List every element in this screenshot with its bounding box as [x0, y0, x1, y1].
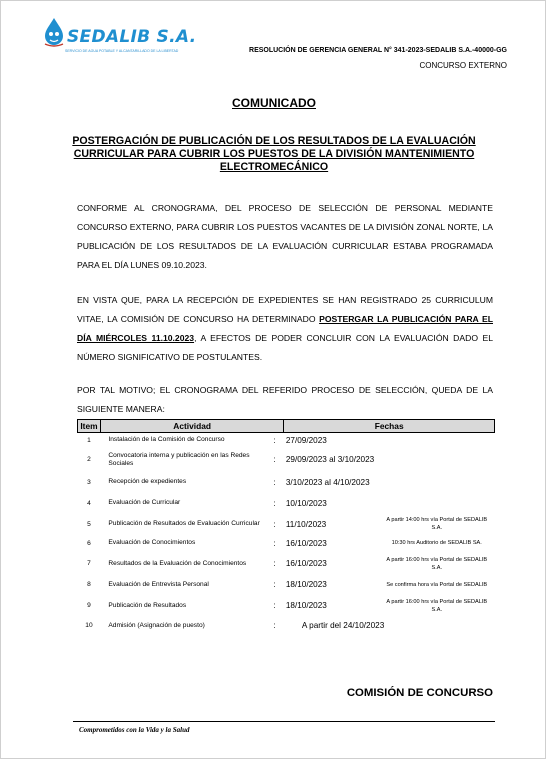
- row-colon: :: [273, 559, 276, 568]
- row-date: 18/10/2023: [285, 601, 327, 610]
- row-colon: :: [273, 621, 276, 630]
- paragraph-2-text-end: , A EFECTOS DE PODER CONCLUIR CON LA EVALUACIÓN DADO EL NÚMERO SIGNIFICATIVO DE POSTULANTES.: [77, 333, 493, 362]
- row-date: 10/10/2023: [285, 498, 327, 508]
- row-colon: :: [273, 477, 276, 487]
- schedule-table: [77, 419, 495, 634]
- paragraph-2: [77, 291, 493, 367]
- row-item: 10: [85, 622, 93, 629]
- row-item: 2: [87, 456, 91, 463]
- logo-text: SEDALIB S.A.: [67, 27, 197, 47]
- table-row: [78, 594, 495, 618]
- row-date: 27/09/2023: [285, 435, 327, 445]
- row-activity: Publicación de Resultados de Evaluación Curricular: [108, 520, 260, 527]
- table-row: [78, 472, 495, 493]
- row-colon: :: [273, 601, 276, 610]
- document-subject: POSTERGACIÓN DE PUBLICACIÓN DE LOS RESULTADOS DE LA EVALUACIÓN CURRICULAR PARA CUBRIR LOS PUESTOS DE LA DIVISIÓN MANTENIMIENTO ELECTROMECÁNICO: [72, 135, 476, 173]
- header-dates: Fechas: [284, 420, 495, 433]
- paragraph-2-emphasis: POSTERGAR LA PUBLICACIÓN PARA EL DÍA MIÉRCOLES 11.10.2023: [77, 314, 493, 343]
- schedule-body: [78, 433, 495, 634]
- row-note: A partir 16:00 hrs vía Portal de SEDALIB S.A.: [386, 598, 488, 613]
- sedalib-logo: [43, 15, 197, 55]
- row-colon: :: [273, 455, 276, 464]
- resolution-number: RESOLUCIÓN DE GERENCIA GENERAL N° 341-2023-SEDALIB S.A.-40000-GG: [249, 47, 507, 54]
- row-note: Se confirma hora vía Portal de SEDALIB: [386, 581, 488, 588]
- row-activity: Evaluación de Conocimientos: [108, 539, 196, 546]
- row-activity: Instalación de la Comisión de Concurso: [108, 436, 225, 444]
- table-row: [78, 552, 495, 576]
- row-item: 4: [87, 499, 91, 507]
- table-row: [78, 618, 495, 634]
- row-activity: Publicación de Resultados: [108, 601, 187, 609]
- row-date: 16/10/2023: [285, 559, 327, 568]
- row-item: 3: [87, 478, 91, 486]
- row-activity: Evaluación de Curricular: [108, 499, 181, 506]
- row-note: [379, 448, 494, 472]
- row-item: 9: [87, 602, 91, 609]
- row-colon: :: [273, 580, 276, 589]
- table-row: [78, 576, 495, 594]
- row-item: 1: [87, 436, 91, 444]
- document-title: COMUNICADO: [232, 96, 316, 110]
- row-date: 18/10/2023: [285, 580, 327, 589]
- table-header-row: [78, 420, 495, 433]
- row-colon: :: [273, 435, 276, 445]
- header-activity: Actividad: [100, 420, 283, 433]
- table-row: [78, 514, 495, 535]
- row-note: [379, 493, 494, 514]
- row-date: 29/09/2023 al 3/10/2023: [285, 455, 375, 464]
- logo-tagline: SERVICIO DE AGUA POTABLE Y ALCANTARILLADO DE LA LIBERTAD: [65, 49, 179, 53]
- signature: COMISIÓN DE CONCURSO: [346, 687, 493, 699]
- row-date: A partir del 24/10/2023: [301, 621, 385, 630]
- footer-divider: [73, 721, 495, 722]
- paragraph-2-text: EN VISTA QUE, PARA LA RECEPCIÓN DE EXPEDIENTES SE HAN REGISTRADO 25 CURRICULUM VITAE, LA COMISIÓN DE CONCURSO HA DETERMINADO: [77, 295, 493, 324]
- row-activity: Convocatoria interna y publicación en las Redes Sociales: [108, 451, 250, 467]
- table-row: [78, 493, 495, 514]
- row-colon: :: [273, 498, 276, 508]
- row-note: [379, 472, 494, 493]
- row-activity: Evaluación de Entrevista Personal: [108, 580, 209, 588]
- row-activity: Resultados de la Evaluación de Conocimientos: [108, 559, 247, 567]
- row-item: 6: [87, 539, 91, 547]
- header-item: Item: [78, 420, 101, 433]
- row-date: 16/10/2023: [285, 538, 327, 548]
- row-note: [379, 433, 494, 448]
- row-item: 7: [87, 560, 91, 567]
- row-activity: Admisión (Asignación de puesto): [108, 621, 205, 629]
- row-item: 5: [87, 520, 91, 528]
- row-colon: :: [273, 519, 276, 529]
- row-colon: :: [273, 538, 276, 548]
- table-row: [78, 535, 495, 552]
- paragraph-3: POR TAL MOTIVO; EL CRONOGRAMA DEL REFERIDO PROCESO DE SELECCIÓN, QUEDA DE LA SIGUIENTE MANERA:: [77, 385, 493, 414]
- row-item: 8: [87, 581, 91, 588]
- paragraph-1: CONFORME AL CRONOGRAMA, DEL PROCESO DE SELECCIÓN DE PERSONAL MEDIANTE CONCURSO EXTERNO, PARA CUBRIR LOS PUESTOS VACANTES DE LA DIVISIÓN ZONAL NORTE, LA PUBLICACIÓN DE LOS RESULTADOS DE LA EVALUACIÓN CURRICULAR ESTABA PROGRAMADA PARA EL DÍA LUNES 09.10.2023.: [77, 203, 493, 270]
- concurso-type: CONCURSO EXTERNO: [419, 61, 507, 70]
- row-activity: Recepción de expedientes: [108, 478, 187, 485]
- row-note: A partir 14:00 hrs vía Portal de SEDALIB S.A.: [386, 517, 488, 531]
- row-note: 10:30 hrs Auditorio de SEDALIB SA.: [391, 540, 482, 546]
- footer-slogan: Comprometidos con la Vida y la Salud: [79, 726, 190, 734]
- water-drop-icon: [43, 17, 65, 47]
- table-row: [78, 433, 495, 448]
- row-date: 11/10/2023: [285, 519, 327, 529]
- table-row: [78, 448, 495, 472]
- row-note: A partir 16:00 hrs vía Portal de SEDALIB S.A.: [386, 556, 488, 571]
- row-date: 3/10/2023 al 4/10/2023: [285, 477, 370, 487]
